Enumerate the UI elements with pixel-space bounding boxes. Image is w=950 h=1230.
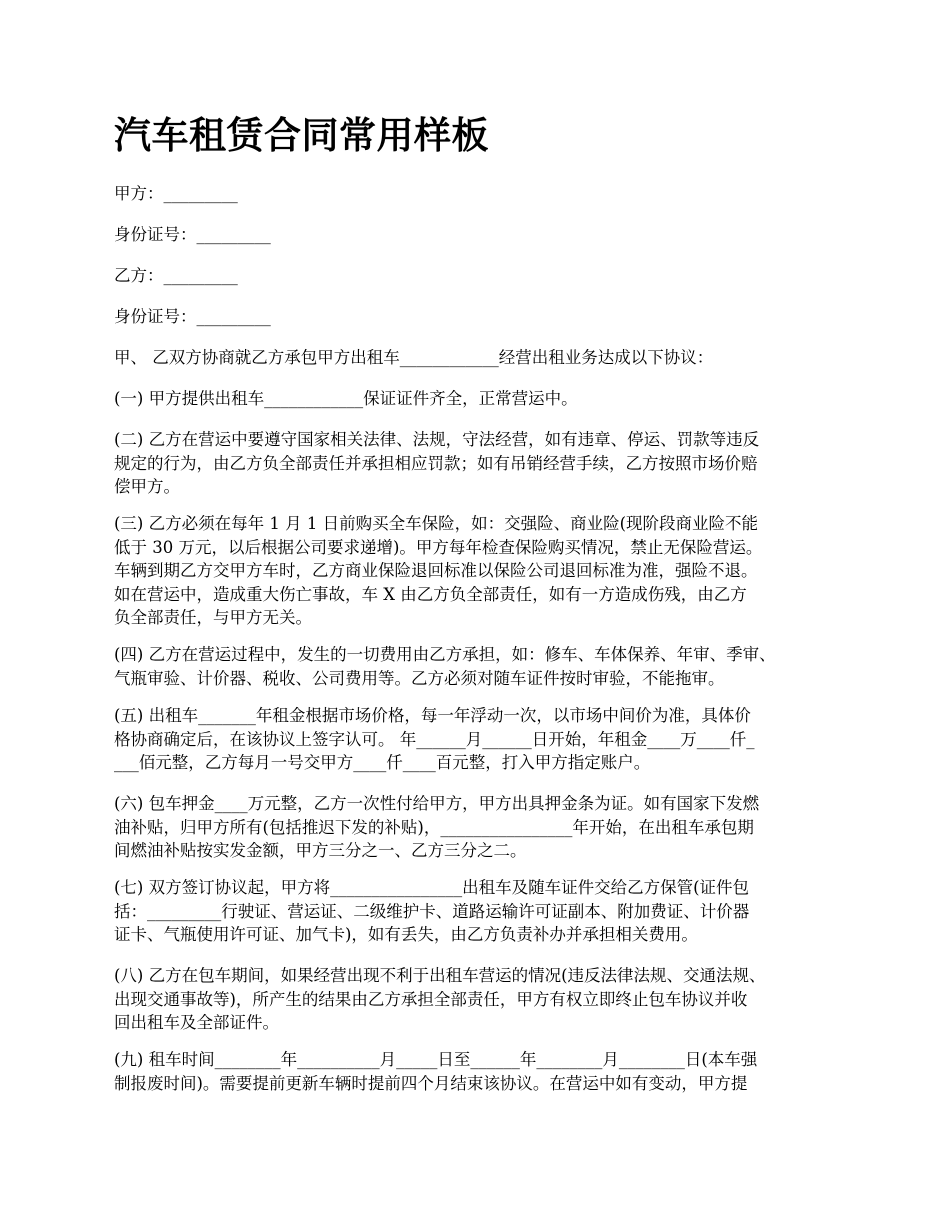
text-line: (八) 乙方在包车期间，如果经营出现不利于出租车营运的情况(违反法律法规、交通法规、 — [114, 966, 766, 985]
text-line: 出现交通事故等)，所产生的结果由乙方承担全部责任，甲方有权立即终止包车协议并收 — [114, 989, 748, 1009]
text-line: 身份证号：_________ — [114, 307, 271, 326]
text-line: 身份证号：_________ — [114, 225, 271, 244]
clause-6 — [114, 792, 759, 863]
clause-4 — [114, 643, 776, 690]
preamble-paragraph — [114, 346, 713, 370]
text-line: 车辆到期乙方交甲方车时，乙方商业保险退回标准以保险公司退回标准为准，强险不退。 — [114, 561, 758, 580]
clause-7 — [114, 876, 749, 947]
text-line: 甲、 乙双方协商就乙方承包甲方出租车____________经营出租业务达成以下协议： — [114, 348, 714, 367]
text-line: (六) 包车押金____万元整，乙方一次性付给甲方，甲方出具押金条为证。如有国家下发燃 — [114, 794, 760, 813]
text-line: 规定的行为，由乙方负全部责任并承担相应罚款；如有吊销经营手续，乙方按照市场价赔 — [114, 453, 758, 473]
text-line: 低于 30 万元，以后根据公司要求递增)。甲方每年检查保险购买情况，禁止无保险营运。 — [114, 537, 763, 557]
clause-8 — [114, 964, 766, 1035]
text-line: (九) 租车时间________年__________月_____日至______年________月________日(本车强 — [114, 1050, 758, 1069]
text-line: (二) 乙方在营运中要遵守国家相关法律、法规，守法经营，如有违章、停运、罚款等违反 — [114, 430, 760, 449]
text-line: 如在营运中，造成重大伤亡事故，车 X 由乙方负全部责任，如有一方造成伤残，由乙方 — [114, 584, 747, 604]
text-line: 制报废时间)。需要提前更新车辆时提前四个月结束该协议。在营运中如有变动，甲方提 — [114, 1073, 748, 1093]
party-b-id-line — [114, 305, 271, 329]
text-line: (五) 出租车_______年租金根据市场价格，每一年浮动一次，以市场中间价为准，具体价 — [114, 706, 751, 725]
text-line: 括：_________行驶证、营运证、二级维护卡、道路运输许可证副本、附加费证、计价器 — [114, 901, 750, 921]
clause-1 — [114, 387, 578, 411]
text-line: (一) 甲方提供出租车____________保证证件齐全，正常营运中。 — [114, 389, 578, 408]
clause-2 — [114, 428, 759, 499]
party-a-line — [114, 182, 238, 206]
text-line: 回出租车及全部证件。 — [114, 1013, 279, 1032]
document-title: 汽车租赁合同常用样板 — [114, 114, 489, 157]
text-line: 气瓶审验、计价器、税收、公司费用等。乙方必须对随车证件按时审验，不能拖审。 — [114, 668, 725, 688]
clause-9 — [114, 1048, 757, 1095]
text-line: 证卡、气瓶使用许可证、加气卡)，如有丢失，由乙方负责补办并承担相关费用。 — [114, 925, 698, 944]
text-line: 乙方：_________ — [114, 266, 238, 285]
clause-5 — [114, 704, 755, 775]
party-b-line — [114, 264, 238, 288]
text-line: 油补贴，归甲方所有(包括推迟下发的补贴)，________________年开始，在出租车承包期 — [114, 817, 754, 837]
text-line: ___佰元整，乙方每月一号交甲方____仟____百元整，打入甲方指定账户。 — [114, 753, 651, 772]
text-line: (四) 乙方在营运过程中，发生的一切费用由乙方承担，如：修车、车体保养、年审、季审、 — [114, 645, 776, 664]
clause-3 — [114, 512, 762, 630]
text-line: 格协商确定后，在该协议上签字认可。 年______月______日开始，年租金____万____仟_ — [114, 729, 755, 749]
text-line: 偿甲方。 — [114, 477, 180, 496]
text-line: 间燃油补贴按实发金额，甲方三分之一、乙方三分之二。 — [114, 841, 527, 860]
text-line: (七) 双方签订协议起，甲方将________________出租车及随车证件交给乙方保管(证件包 — [114, 878, 750, 897]
text-line: 负全部责任，与甲方无关。 — [114, 608, 312, 627]
text-line: (三) 乙方必须在每年 1 月 1 日前购买全车保险，如：交强险、商业险(现阶段商业险不能 — [114, 514, 759, 533]
party-a-id-line — [114, 223, 271, 247]
text-line: 甲方：_________ — [114, 184, 238, 203]
